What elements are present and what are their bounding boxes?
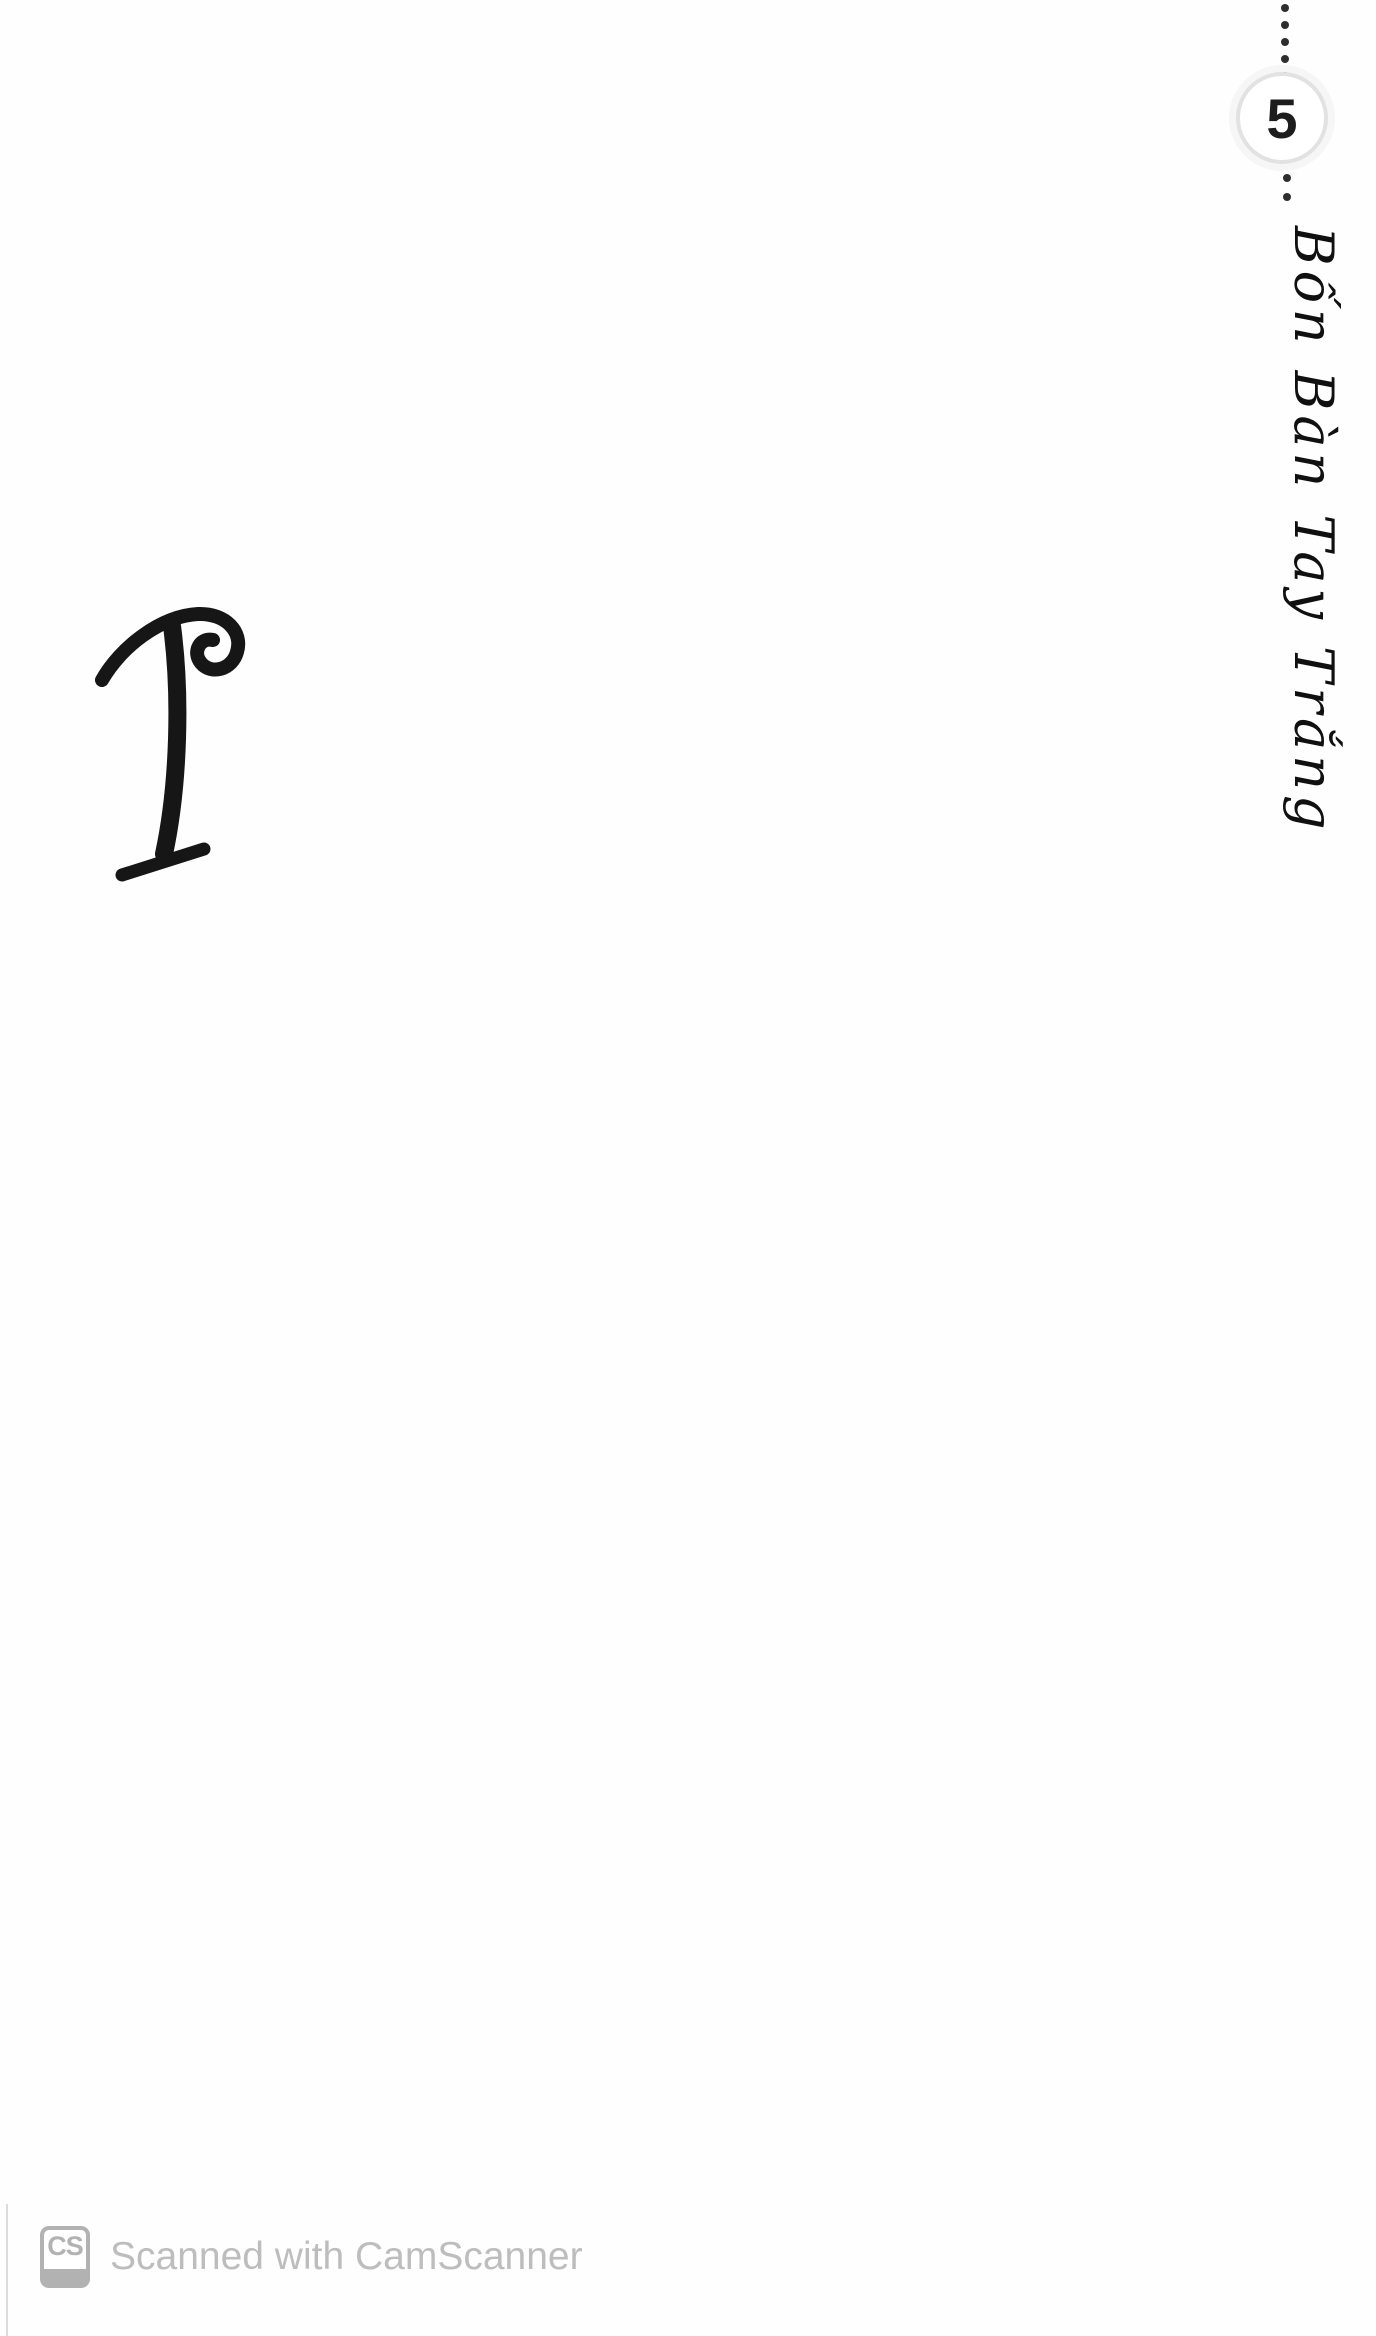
- body-text-line: [112, 1004, 1190, 1071]
- body-text-line: [112, 1272, 1190, 1339]
- scan-edge-artifact: [6, 2204, 8, 2336]
- dotted-line-bottom: [1283, 174, 1291, 201]
- body-text-line: [112, 1942, 1190, 2009]
- dot: [1281, 4, 1289, 12]
- dot: [1281, 38, 1289, 46]
- body-text: [112, 602, 1190, 2076]
- body-text-line: [112, 1741, 1190, 1808]
- page-number-badge: [1236, 72, 1328, 164]
- body-text-line: [112, 870, 1190, 937]
- body-text-line: [264, 669, 1190, 736]
- dot: [1283, 174, 1291, 182]
- body-text-line: [112, 1674, 1190, 1741]
- body-text-line: [112, 1406, 1190, 1473]
- camscanner-icon: [40, 2226, 90, 2288]
- dot: [1281, 21, 1289, 29]
- camscanner-watermark: [40, 2226, 583, 2288]
- body-text-line: [112, 1808, 1190, 1875]
- body-text-line: [112, 937, 1190, 1004]
- page-number: 5: [1266, 86, 1298, 150]
- body-text-line: [112, 1875, 1190, 1942]
- dot: [1283, 193, 1291, 201]
- body-text-line: [112, 1138, 1190, 1205]
- body-text-line: [112, 1607, 1190, 1674]
- dot: [1281, 55, 1289, 63]
- watermark-text: Scanned with CamScanner: [110, 2235, 583, 2278]
- body-text-line: [264, 803, 1190, 870]
- body-text-line: [264, 602, 1190, 669]
- camscanner-icon-letters: CS: [47, 2231, 83, 2261]
- body-text-line: [112, 1540, 1190, 1607]
- body-text-line: [112, 1071, 1190, 1138]
- body-text-line: [112, 1205, 1190, 1272]
- dropcap-letter-T: [94, 594, 264, 894]
- body-text-line: [112, 1339, 1190, 1406]
- body-text-line: [264, 736, 1190, 803]
- camscanner-icon-bar: [43, 2269, 87, 2285]
- body-text-line: [112, 2009, 1190, 2076]
- dotted-line-top: [1281, 4, 1289, 80]
- book-side-title: Bốn Bàn Tay Trắng: [1282, 226, 1345, 835]
- body-text-line: [112, 1473, 1190, 1540]
